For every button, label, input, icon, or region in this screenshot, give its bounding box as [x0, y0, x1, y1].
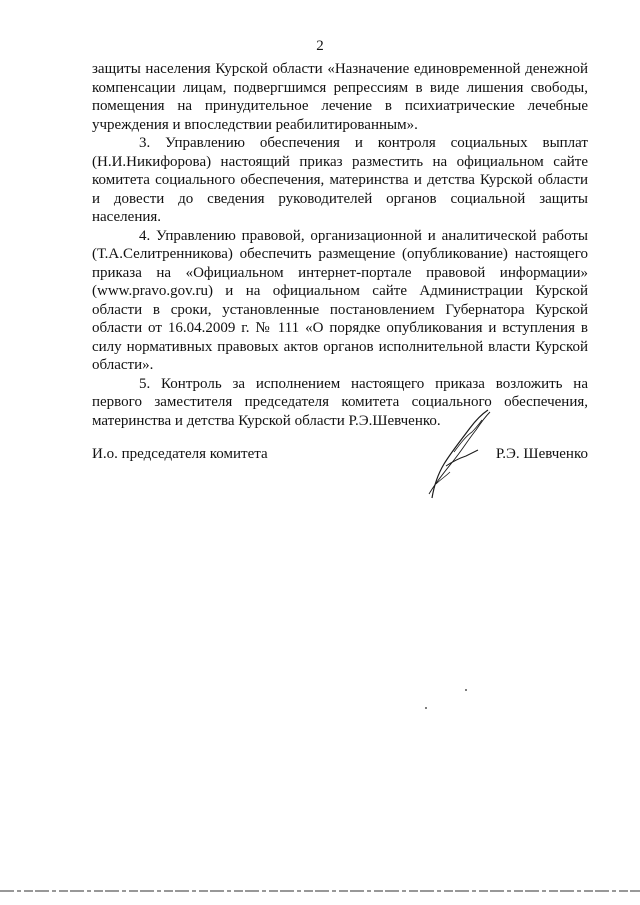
signature-block	[92, 446, 588, 468]
handwritten-signature	[424, 406, 494, 506]
paragraph-5: 5. Контроль за исполнением настоящего приказа возложить на первого заместителя председателя комитета социального обеспечения, материнства и детства Курской области Р.Э.Шевченко.	[92, 375, 588, 429]
paragraph-3: 3. Управлению обеспечения и контроля социальных выплат (Н.И.Никифорова) настоящий приказ разместить на официальном сайте комитета социального обеспечения, материнства и детства Курской области и довести до сведения руководителей органов социальной защиты населения.	[92, 135, 588, 225]
signer-position: И.о. председателя комитета	[92, 446, 268, 462]
paragraph-4: 4. Управлению правовой, организационной и аналитической работы (Т.А.Селитренникова) обеспечить размещение (опубликование) настоящего приказа на «Официальном интернет-портале правовой информации» (www.pravo.gov.ru) и на официальном сайте Администрации Курской области в сроки, установленные постановлением Губернатора Курской области от 16.04.2009 г. № 111 «О порядке опубликования и вступления в силу нормативных правовых актов органов исполнительной власти Курской области».	[92, 227, 588, 373]
document-body	[92, 60, 588, 430]
scan-bottom-edge	[0, 886, 640, 896]
scan-dot	[464, 688, 468, 692]
paragraph-continuation: защиты населения Курской области «Назначение единовременной денежной компенсации лицам, подвергшимся репрессиям в виде лишения свободы, помещения на принудительное лечение в психиатрические лечебные учреждения и впоследствии реабилитированным».	[92, 61, 588, 133]
signer-name: Р.Э. Шевченко	[495, 446, 588, 462]
scan-dot	[424, 706, 428, 710]
page-number: 2	[316, 38, 324, 54]
